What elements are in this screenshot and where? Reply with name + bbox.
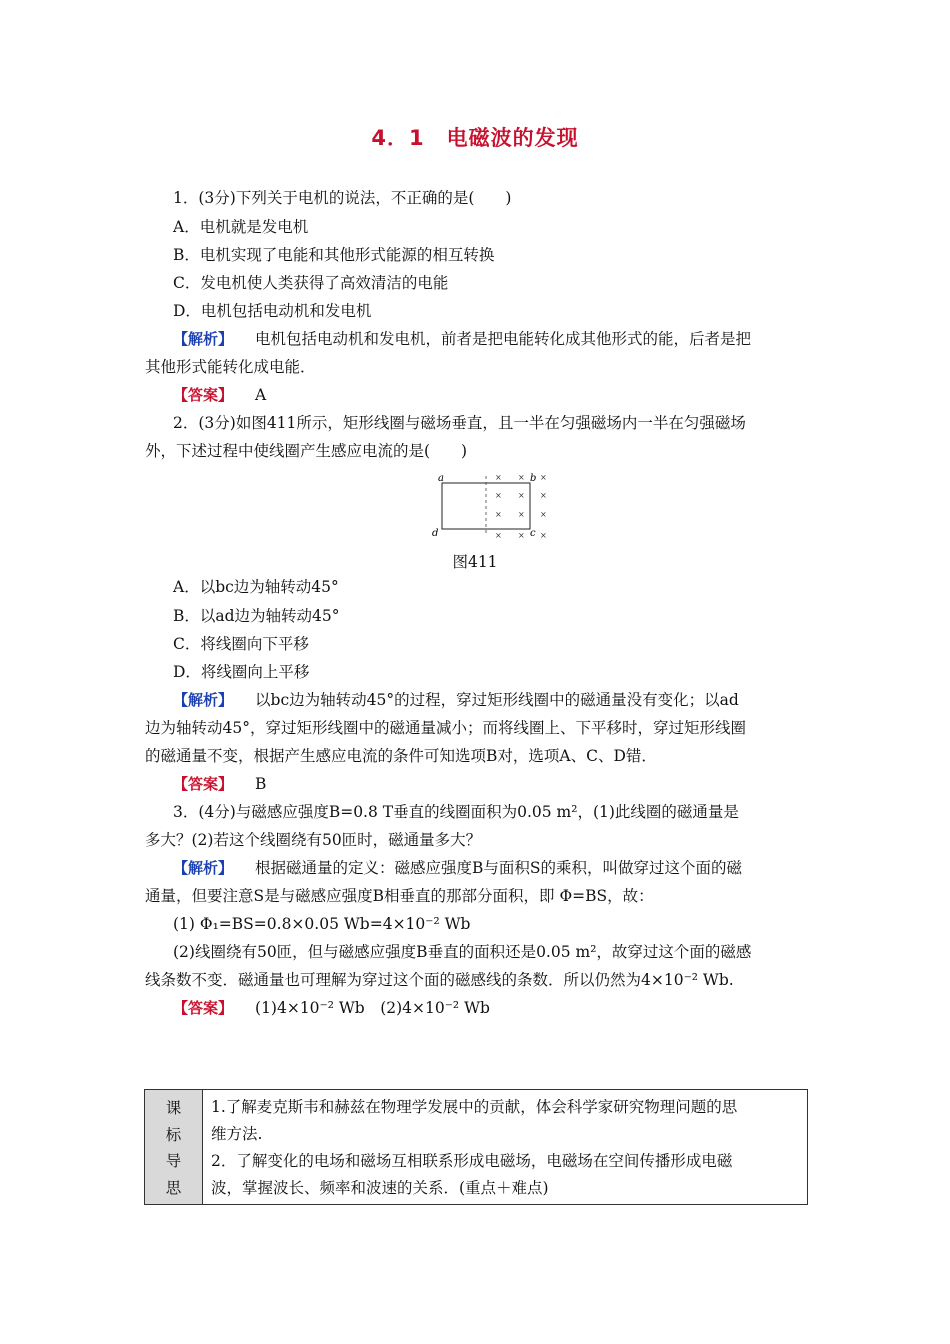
answer-tag: 【答案】	[173, 775, 234, 793]
q1-option-d: D．电机包括电动机和发电机	[173, 302, 372, 320]
q2-option-a: A．以bc边为轴转动45°	[173, 578, 339, 596]
q1-option-a: A．电机就是发电机	[173, 218, 309, 236]
q1-option-b: B．电机实现了电能和其他形式能源的相互转换	[173, 246, 495, 264]
q2-analysis-text: 以bc边为轴转动45°的过程，穿过矩形线圈中的磁通量没有变化；以ad	[255, 691, 739, 709]
guide-label-char: 课	[165, 1099, 182, 1118]
q1-stem: 1．(3分)下列关于电机的说法，不正确的是( )	[173, 189, 512, 207]
guide-label-char: 导	[165, 1152, 182, 1171]
q3-analysis	[173, 858, 742, 878]
q1-option-c: C．发电机使人类获得了高效清洁的电能	[173, 274, 449, 292]
guide-label	[145, 1090, 203, 1204]
q3-stem: 3．(4分)与磁感应强度B=0.8 T垂直的线圈面积为0.05 m²，(1)此线圈的磁通量是	[173, 803, 739, 821]
q1-analysis-cont: 其他形式能转化成电能．	[145, 358, 316, 376]
answer-tag: 【答案】	[173, 999, 234, 1017]
field-cross: ×	[518, 491, 525, 500]
page-title: 4．1 电磁波的发现	[371, 126, 579, 150]
q2-analysis-cont: 的磁通量不变，根据产生感应电流的条件可知选项B对，选项A、C、D错．	[145, 747, 657, 765]
q2-option-b: B．以ad边为轴转动45°	[173, 607, 340, 625]
q2-option-d: D．将线圈向上平移	[173, 663, 310, 681]
field-cross: ×	[495, 491, 502, 500]
field-cross: ×	[540, 510, 547, 519]
label-b: b	[530, 473, 537, 484]
q3-analysis-cont: 通量，但要注意S是与磁感应强度B相垂直的那部分面积，即 Φ=BS，故：	[145, 887, 654, 905]
field-cross: ×	[540, 491, 547, 500]
analysis-tag: 【解析】	[173, 330, 234, 348]
guide-label-char: 标	[165, 1125, 182, 1144]
field-cross: ×	[495, 473, 502, 482]
field-cross: ×	[495, 510, 502, 519]
q2-analysis	[173, 690, 739, 710]
guide-line: 波，掌握波长、频率和波速的关系．(重点＋难点)	[211, 1179, 549, 1197]
analysis-tag: 【解析】	[173, 691, 234, 709]
field-cross: ×	[540, 531, 547, 540]
coil-magnetic-field-figure	[430, 470, 560, 545]
q2-answer	[173, 774, 266, 794]
q2-analysis-cont: 边为轴转动45°，穿过矩形线圈中的磁通量减小；而将线圈上、下平移时，穿过矩形线圈	[145, 719, 746, 737]
q3-analysis-text: 根据磁通量的定义：磁感应强度B与面积S的乘积，叫做穿过这个面的磁	[255, 859, 743, 877]
guide-line: 2．了解变化的电场和磁场互相联系形成电磁场，电磁场在空间传播形成电磁	[211, 1152, 733, 1170]
q2-option-c: C．将线圈向下平移	[173, 635, 309, 653]
q1-analysis	[173, 329, 751, 349]
q1-answer	[173, 385, 266, 405]
q3-analysis-part1: (1) Φ₁=BS=0.8×0.05 Wb=4×10⁻² Wb	[173, 915, 471, 933]
curriculum-guide-box	[144, 1089, 808, 1205]
q3-answer-value: (1)4×10⁻² Wb (2)4×10⁻² Wb	[255, 999, 490, 1017]
guide-line: 维方法.	[211, 1125, 263, 1143]
guide-line: 1.了解麦克斯韦和赫兹在物理学发展中的贡献，体会科学家研究物理问题的思	[211, 1098, 738, 1116]
field-cross: ×	[518, 531, 525, 540]
guide-label-char: 思	[165, 1178, 182, 1197]
label-c: c	[530, 528, 536, 539]
q3-answer	[173, 998, 490, 1018]
q1-answer-value: A	[255, 386, 267, 404]
q1-analysis-text: 电机包括电动机和发电机，前者是把电能转化成其他形式的能，后者是把	[255, 330, 752, 348]
q2-answer-value: B	[255, 775, 267, 793]
answer-tag: 【答案】	[173, 386, 234, 404]
field-cross: ×	[518, 473, 525, 482]
guide-body	[203, 1090, 807, 1204]
field-cross: ×	[495, 531, 502, 540]
label-a: a	[438, 473, 444, 484]
field-cross: ×	[540, 473, 547, 482]
q3-stem-cont: 多大？(2)若这个线圈绕有50匝时，磁通量多大？	[145, 831, 482, 849]
field-cross: ×	[518, 510, 525, 519]
q2-stem-cont: 外，下述过程中使线圈产生感应电流的是( )	[145, 442, 468, 460]
analysis-tag: 【解析】	[173, 859, 234, 877]
q3-analysis-part2: (2)线圈绕有50匝，但与磁感应强度B垂直的面积还是0.05 m²，故穿过这个面的磁感	[173, 943, 752, 961]
label-d: d	[432, 528, 439, 539]
q3-analysis-cont: 线条数不变．磁通量也可理解为穿过这个面的磁感线的条数．所以仍然为4×10⁻² Wb.	[145, 971, 734, 989]
figure-caption: 图411	[452, 553, 498, 571]
q2-stem: 2．(3分)如图411所示，矩形线圈与磁场垂直，且一半在匀强磁场内一半在匀强磁场	[173, 414, 746, 432]
